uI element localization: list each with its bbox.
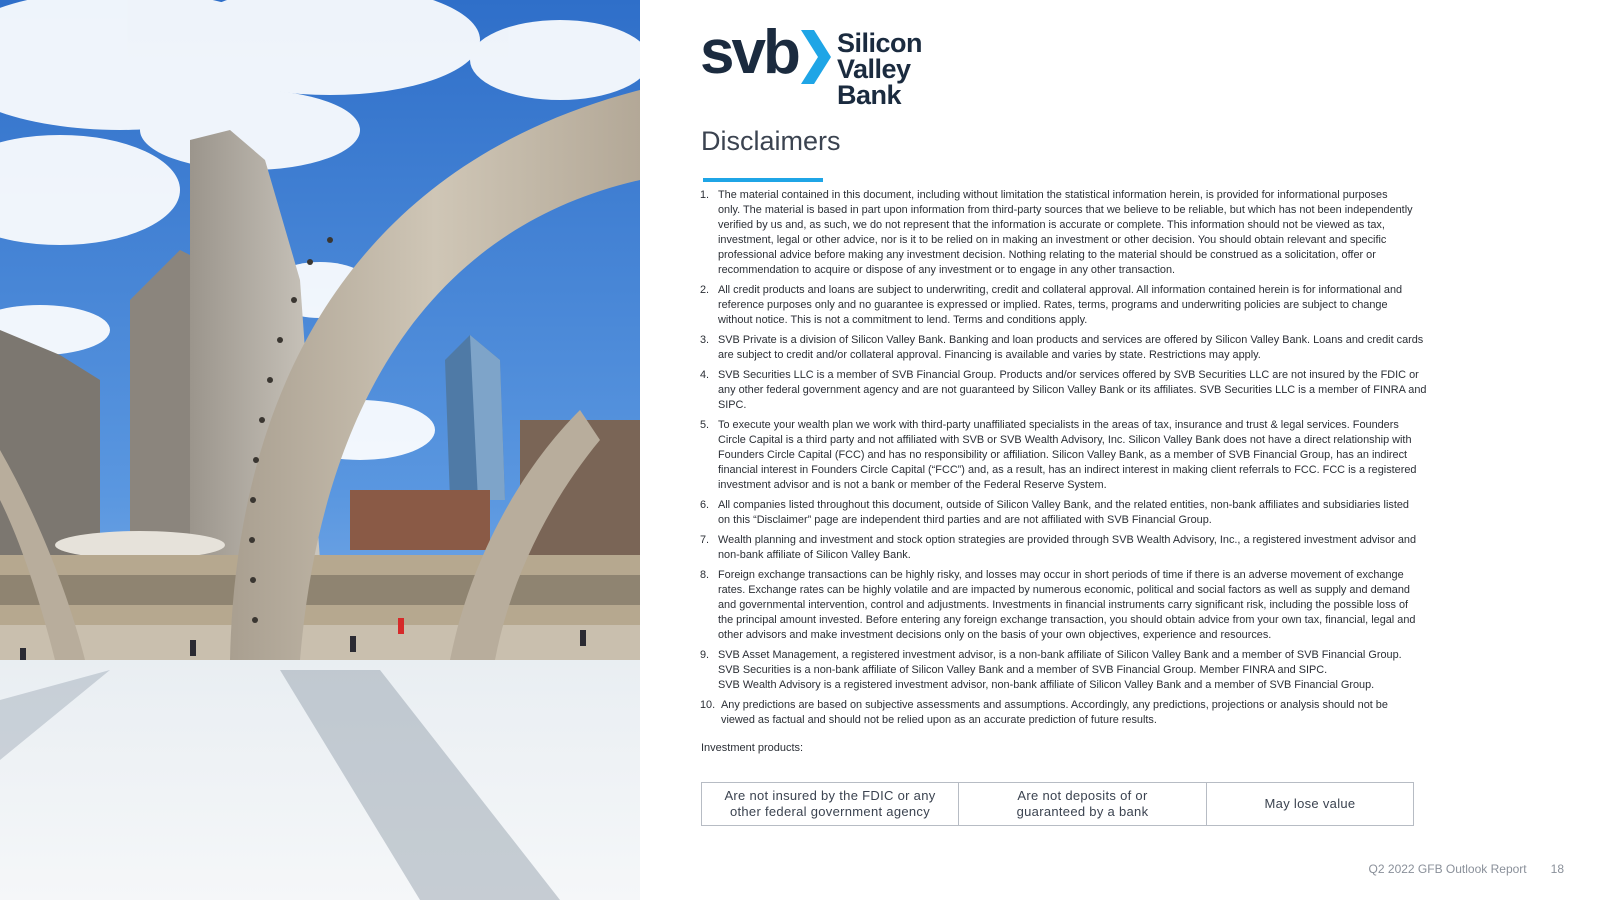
disclaimer-item — [700, 333, 1508, 363]
disclaimer-number: 9. — [700, 649, 710, 661]
disclaimer-item — [700, 498, 1508, 528]
disclaimer-item — [700, 418, 1508, 493]
disclaimer-list — [700, 188, 1508, 733]
hero-photo — [0, 0, 640, 900]
report-name: Q2 2022 GFB Outlook Report — [1368, 862, 1527, 876]
disclaimer-text-line: investment advisor and is not a bank or member of the Federal Reserve System. — [718, 479, 1107, 491]
disclaimer-number: 1. — [700, 189, 710, 201]
disclaimer-text-line: without notice. This is not a commitment to lend. Terms and conditions apply. — [718, 314, 1088, 326]
disclaimer-text-line: SVB Private is a division of Silicon Valley Bank. Banking and loan products and services are offered by Silicon Valley Bank. Loans and credit cards — [718, 334, 1424, 346]
disclaimer-text-line: reference purposes only and no guarantee is expressed or implied. Rates, terms, programs and underwriting policies are subject to change — [718, 299, 1388, 311]
disclaimer-text-line: other advisors and make investment decisions only on the basis of your own objectives, experience and resources. — [718, 629, 1272, 641]
disclaimer-item — [700, 368, 1508, 413]
disclaimer-number: 7. — [700, 534, 710, 546]
disclaimer-text-line: Any predictions are based on subjective assessments and assumptions. Accordingly, any predictions, projections or analysis should not be — [721, 699, 1388, 711]
product-cell-line: May lose value — [1264, 796, 1356, 811]
disclaimer-number: 6. — [700, 499, 710, 511]
disclaimer-item — [700, 283, 1508, 328]
product-cell-not-deposits — [958, 783, 1206, 825]
footer — [1369, 862, 1564, 876]
disclaimer-number: 5. — [700, 419, 710, 431]
disclaimer-text-line: rates. Exchange rates can be highly volatile and are impacted by numerous economic, political and social factors as well as supply and demand — [718, 584, 1410, 596]
bank-name-line2: Bank — [837, 80, 902, 110]
disclaimer-number: 2. — [700, 284, 710, 296]
disclaimer-text-line: recommendation to acquire or dispose of any investment or to engage in any other transaction. — [718, 264, 1176, 276]
disclaimer-text-line: financial interest in Founders Circle Capital (“FCC”) and, as a result, has an indirect interest in making client referrals to FCC. FCC is a registered — [718, 464, 1417, 476]
disclaimer-text-line: and governmental intervention, control and adjustments. Investments in financial instruments carry significant risk, including the possible loss of — [718, 599, 1409, 611]
disclaimer-text-line: To execute your wealth plan we work with third-party unaffiliated specialists in the areas of tax, insurance and trust & legal services. Founders — [718, 419, 1399, 431]
bank-name — [837, 30, 922, 108]
disclaimer-text-line: SVB Securities is a non-bank affiliate of Silicon Valley Bank and a member of SVB Financial Group. Member FINRA and SIPC. — [718, 664, 1328, 676]
bank-name-line1: Silicon Valley — [837, 28, 923, 84]
product-cell-line: guaranteed by a bank — [1016, 804, 1149, 819]
disclaimer-number: 3. — [700, 334, 710, 346]
disclaimer-text-line: SVB Asset Management, a registered investment advisor, is a non-bank affiliate of Silicon Valley Bank and a member of SVB Financial Group. — [718, 649, 1402, 661]
svb-wordmark: svb — [700, 18, 798, 87]
page-number: 18 — [1550, 862, 1564, 876]
disclaimer-text-line: any other federal government agency and are not guaranteed by Silicon Valley Bank or its affiliates. SVB Securities LLC is a member of FINRA and — [718, 384, 1427, 396]
disclaimer-text-line: professional advice before making any investment decision. Nothing relating to the material should be construed as a solicitation, offer or — [718, 249, 1376, 261]
disclaimer-text-line: only. The material is based in part upon information from third-party sources that we believe to be reliable, but which has not been independently — [718, 204, 1413, 216]
disclaimer-text-line: All credit products and loans are subject to underwriting, credit and collateral approval. All information contained herein is for informational and — [718, 284, 1403, 296]
investment-products-label: Investment products: — [701, 742, 804, 754]
disclaimer-text-line: All companies listed throughout this document, outside of Silicon Valley Bank, and the related entities, non-bank affiliates and subsidiaries listed — [718, 499, 1409, 511]
disclaimer-text-line: SIPC. — [718, 399, 747, 411]
disclaimer-text-line: Wealth planning and investment and stock option strategies are provided through SVB Wealth Advisory, Inc., a registered investment advisor and — [718, 534, 1416, 546]
disclaimer-text-line: verified by us and, as such, we do not represent that the information is accurate or complete. This information should not be viewed as tax, — [718, 219, 1385, 231]
product-cell-line: Are not deposits of or — [1017, 788, 1148, 803]
disclaimer-number: 4. — [700, 369, 710, 381]
disclaimer-text-line: Foreign exchange transactions can be highly risky, and losses may occur in short periods of time if there is an adverse movement of exchange — [718, 569, 1404, 581]
chevron-logo-icon — [801, 30, 831, 84]
disclaimer-number: 10. — [700, 699, 716, 711]
city-hall-skating-rink-image — [0, 0, 640, 900]
product-cell-line: other federal government agency — [729, 804, 931, 819]
product-cell-may-lose-value — [1206, 783, 1413, 825]
product-cell-line: Are not insured by the FDIC or any — [724, 788, 936, 803]
disclaimer-text-line: non-bank affiliate of Silicon Valley Bank. — [718, 549, 911, 561]
disclaimer-text-line: viewed as factual and should not be relied upon as an accurate prediction of future results. — [721, 714, 1157, 726]
investment-products-table — [701, 782, 1414, 826]
disclaimer-text-line: on this “Disclaimer” page are independent third parties and are not affiliated with SVB Financial Group. — [718, 514, 1212, 526]
disclaimer-text-line: are subject to credit and/or collateral approval. Financing is available and varies by state. Restrictions may apply. — [718, 349, 1261, 361]
disclaimer-text-line: The material contained in this document, including without limitation the statistical information herein, is provided for informational purposes — [718, 189, 1388, 201]
disclaimer-item — [700, 533, 1508, 563]
disclaimer-text-line: SVB Wealth Advisory is a registered investment advisor, non-bank affiliate of Silicon Valley Bank and a member of SVB Financial Group. — [718, 679, 1375, 691]
disclaimer-text-line: SVB Securities LLC is a member of SVB Financial Group. Products and/or services offered by SVB Securities LLC are not insured by the FDIC or — [718, 369, 1419, 381]
title-underline — [703, 178, 823, 182]
disclaimer-item — [700, 648, 1508, 693]
disclaimer-text-line: the principal amount invested. Before entering any foreign exchange transaction, you should obtain advice from your own tax, financial, legal and — [718, 614, 1416, 626]
disclaimer-text-line: investment, legal or other advice, nor is it to be relied on in making an investment or other decision. You should obtain relevant and specific — [718, 234, 1387, 246]
disclaimer-text-line: Circle Capital is a third party and not affiliated with SVB or SVB Wealth Advisory, Inc. Silicon Valley Bank does not have a direct relationship with — [718, 434, 1412, 446]
product-cell-not-insured — [702, 783, 958, 825]
disclaimer-item — [700, 188, 1508, 278]
disclaimer-item — [700, 568, 1508, 643]
disclaimer-text-line: Founders Circle Capital (FCC) and has no responsibility or affiliation. Silicon Valley Bank, as a member of SVB Financial Group, has an indirect — [718, 449, 1408, 461]
disclaimer-number: 8. — [700, 569, 710, 581]
page-title: Disclaimers — [701, 126, 841, 156]
disclaimer-item — [700, 698, 1508, 728]
